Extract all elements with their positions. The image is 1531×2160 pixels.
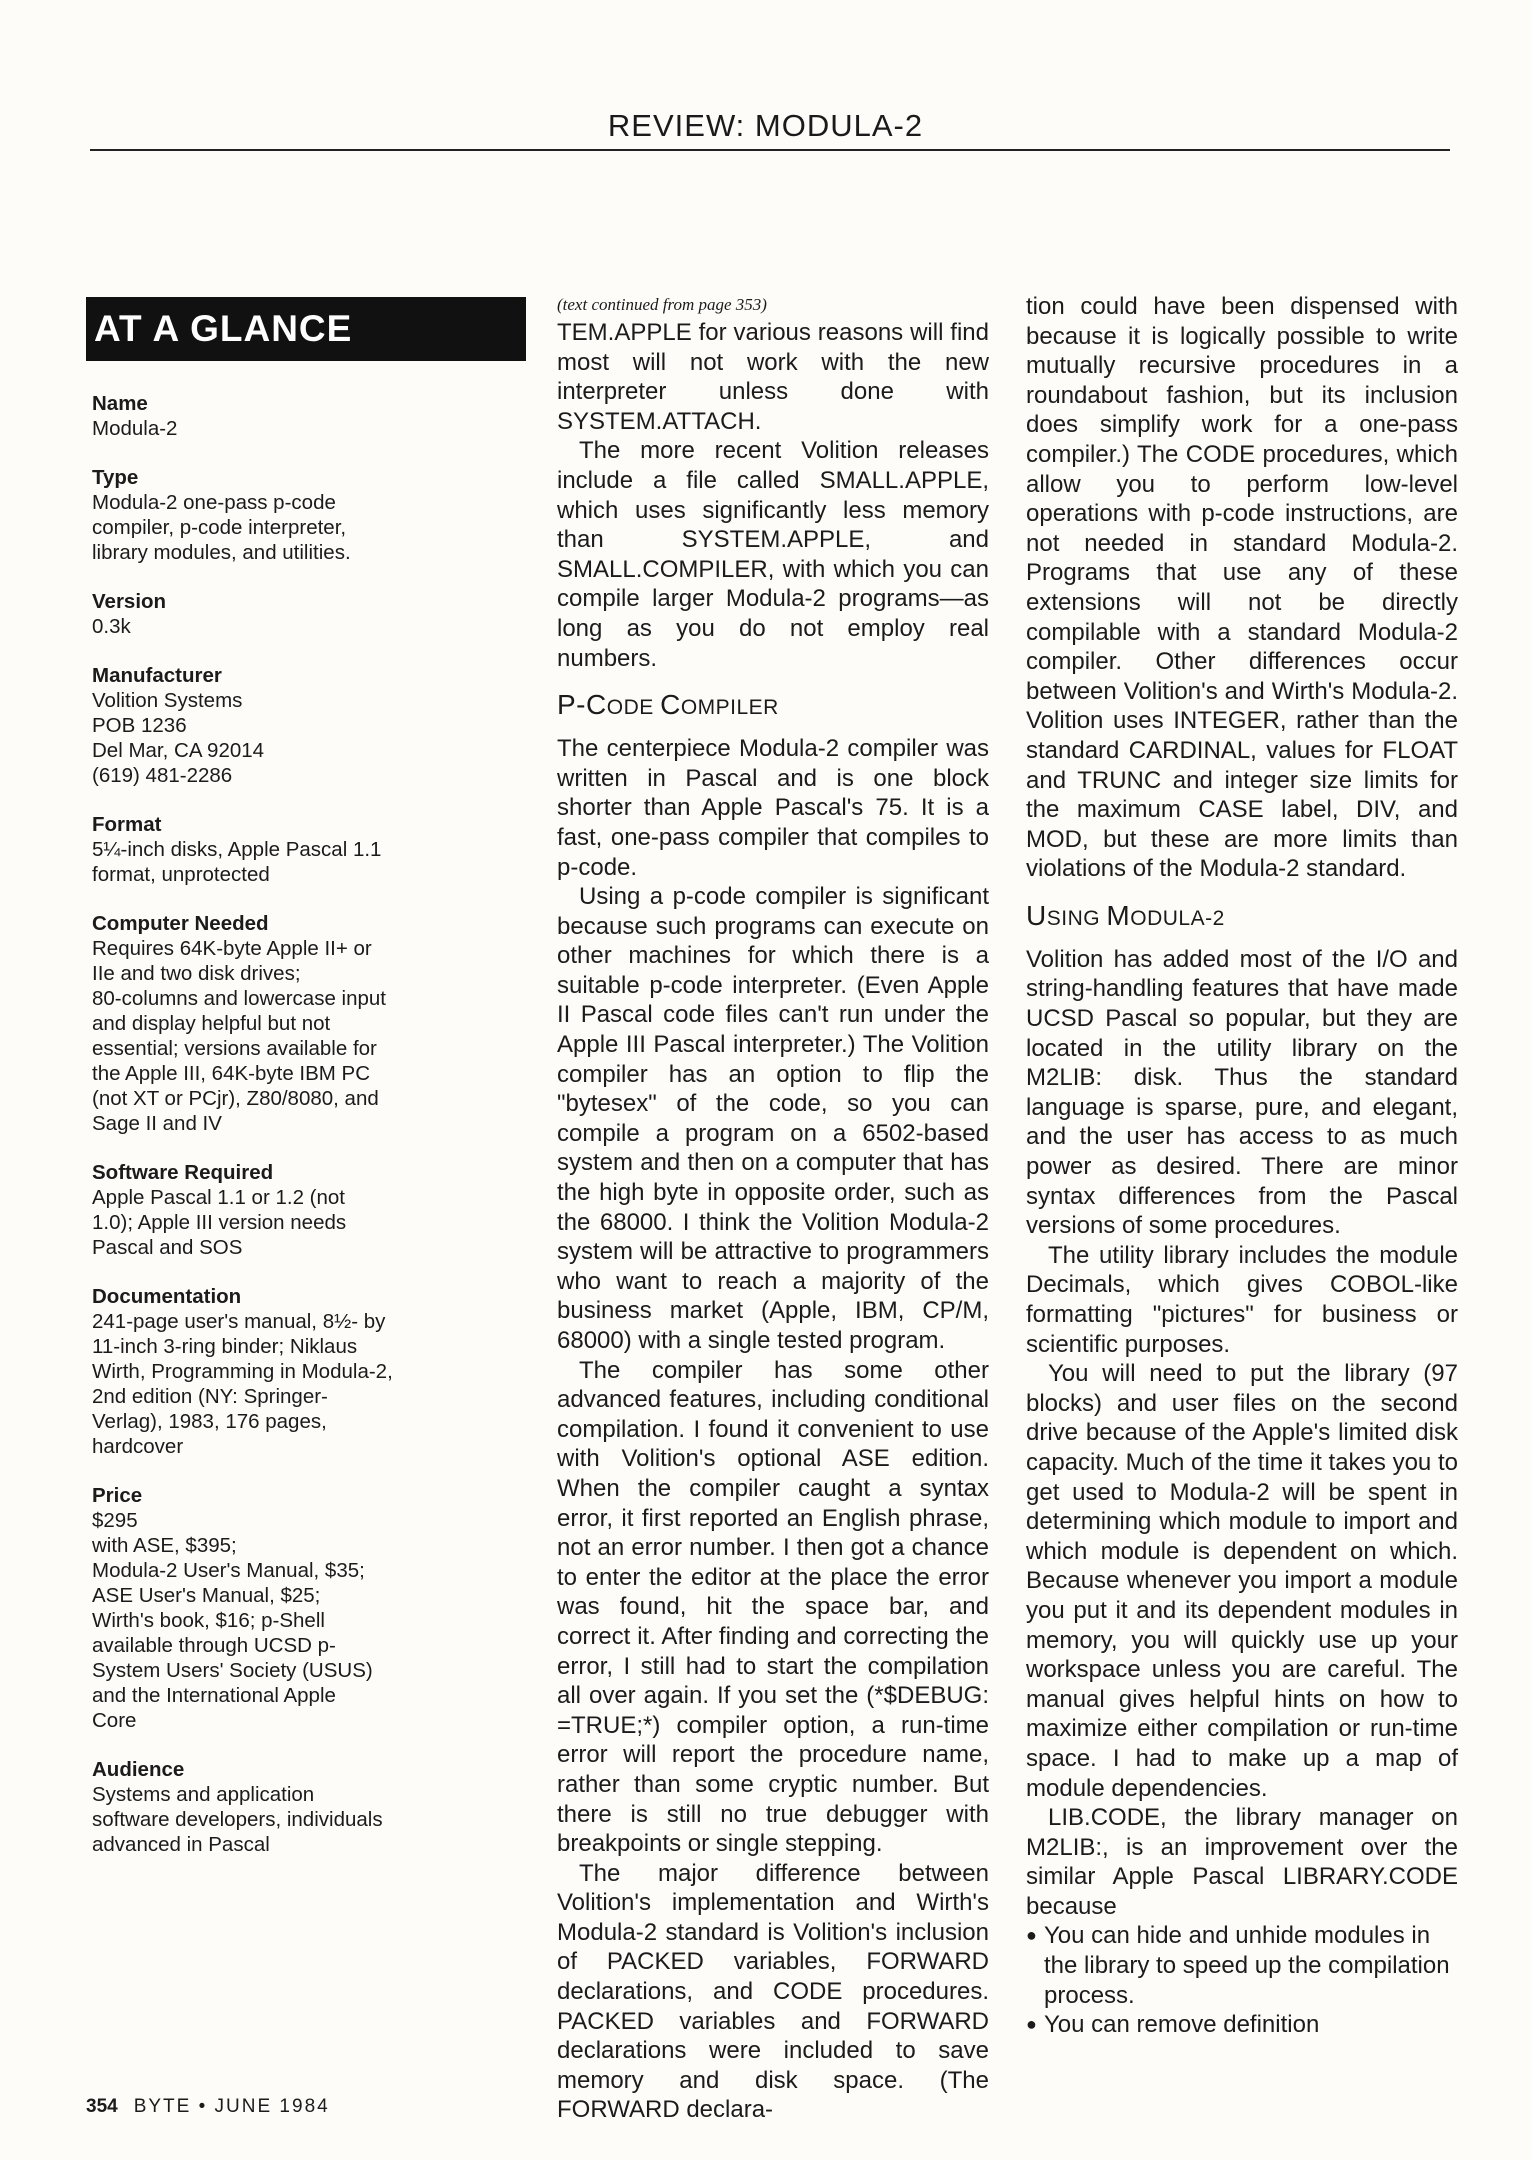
sidebar-section-heading: Computer Needed — [92, 912, 269, 935]
sidebar-section-line: Volition Systems — [92, 689, 243, 712]
paragraph: LIB.CODE, the library manager on M2LIB:, is an improvement over the similar Apple Pascal LIBRARY.CODE because — [1026, 1804, 1458, 1920]
paragraph: The utility library includes the module Decimals, which gives COBOL-like formatting "pictures" for business or scientific purposes. — [1026, 1241, 1458, 1358]
sidebar-section-heading: Format — [92, 813, 162, 836]
sidebar-section-line: Wirth, Programming in Modula-2, — [92, 1360, 393, 1383]
sidebar-section-line: and display helpful but not — [92, 1012, 331, 1035]
sidebar-section-line: System Users' Society (USUS) — [92, 1659, 373, 1682]
sidebar-section-heading: Version — [92, 590, 167, 613]
sidebar-section — [92, 589, 526, 639]
sidebar-section-heading: Audience — [92, 1758, 185, 1781]
sidebar-section-heading: Price — [92, 1484, 143, 1507]
sidebar-section-line: and the International Apple — [92, 1684, 336, 1707]
sidebar-section-heading: Manufacturer — [92, 664, 222, 687]
sidebar-section — [92, 1757, 526, 1857]
text-column-1 — [557, 292, 989, 2125]
bullet-item: ● You can remove definition — [1026, 2010, 1458, 2040]
sidebar-section — [92, 911, 526, 1136]
sidebar-section-heading: Software Required — [92, 1161, 274, 1184]
heading-part: P-C — [557, 689, 607, 721]
sidebar-section — [92, 1483, 526, 1733]
sidebar-section-line: 80-columns and lowercase input — [92, 987, 386, 1010]
sidebar-section-line: POB 1236 — [92, 714, 187, 737]
heading-part: C — [660, 689, 681, 721]
paragraph: You will need to put the library (97 blocks) and user files on the second drive because of the Apple's limited disk capacity. Much of the time it takes you to get used to Modula-2 will be spent in determining which module to import and which module is dependent on which. Because whenever you import a module you put it and its dependent modules in memory, you will quickly use up your workspace unless you are careful. The manual gives helpful hints on how to maximize either compilation or run-time space. I had to make up a map of module dependencies. — [1026, 1360, 1458, 1802]
heading-part: ODULA-2 — [1130, 906, 1225, 930]
bullet-item: ● You can hide and unhide modules in the library to speed up the compilation process. — [1026, 1921, 1458, 2010]
sidebar-section-line: 1.0); Apple III version needs — [92, 1211, 347, 1234]
page-header-title: REVIEW: MODULA-2 — [607, 108, 924, 143]
heading-part: U — [1026, 899, 1047, 931]
sidebar-section-line: Requires 64K-byte Apple II+ or — [92, 937, 372, 960]
paragraph: Using a p-code compiler is significant because such programs can execute on other machines for which there is a suitable p-code interpreter. (Even Apple II Pascal code files can't run under the Apple III Pascal interpreter.) The Volition compiler has an option to flip the "bytesex" of the code, so you can compile a program on a 6502-based system and then on a computer that has the high byte in opposite order, such as the 68000. I think the Volition Modula-2 system will be attractive to programmers who want to reach a majority of the business market (Apple, IBM, CP/M, 68000) with a single tested program. — [557, 883, 989, 1354]
sidebar-section-line: 11-inch 3-ring binder; Niklaus — [92, 1335, 358, 1358]
continued-note: (text continued from page 353) — [557, 295, 767, 314]
sidebar-section-line: the Apple III, 64K-byte IBM PC — [92, 1062, 371, 1085]
text-column-2 — [1026, 292, 1458, 2040]
sidebar-section-line: Apple Pascal 1.1 or 1.2 (not — [92, 1186, 345, 1209]
header-rule — [90, 149, 1450, 151]
page-footer — [86, 2096, 330, 2118]
paragraph: The major difference between Volition's implementation and Wirth's Modula-2 standard is Volition's inclusion of PACKED variables, FORWARD declarations, and CODE procedures. PACKED variables and FORWARD declarations were included to save memory and disk space. (The FORWARD declara- — [557, 1859, 989, 2124]
sidebar-section — [92, 465, 526, 565]
heading-part: ODE — [606, 696, 661, 720]
sidebar-section-line: format, unprotected — [92, 863, 270, 886]
sidebar-section-line: (619) 481-2286 — [92, 764, 233, 787]
sidebar-section-line: $295 — [92, 1509, 138, 1532]
sidebar-section — [92, 391, 526, 441]
sidebar-section-line: available through UCSD p- — [92, 1634, 336, 1657]
heading-part: M — [1106, 899, 1131, 931]
sidebar-section-heading: Name — [92, 392, 148, 415]
paragraph: The compiler has some other advanced features, including conditional compilation. I found it convenient to use with Volition's optional ASE edition. When the compiler caught a syntax error, it first reported an English phrase, not an error number. I then got a chance to enter the editor at the place the error was found, hit the space bar, and correct it. After finding and correcting the error, I still had to start the compilation all over again. If you set the (*$DEBUG: =TRUE;*) compiler option, a run-time error will report the procedure name, rather than some cryptic number. But there is still no true debugger with breakpoints or single stepping. — [557, 1356, 989, 1858]
heading-part: SING — [1046, 906, 1107, 930]
paragraph: The centerpiece Modula-2 compiler was written in Pascal and is one block shorter than Apple Pascal's 75. It is a fast, one-pass compiler that compiles to p-code. — [557, 735, 989, 881]
footer-text: BYTE • JUNE 1984 — [133, 2096, 330, 2117]
paragraph: The more recent Volition releases include a file called SMALL.APPLE, which uses significantly less memory than SYSTEM.APPLE, and SMALL.COMPILER, with which you can compile larger Modula-2 programs—as long as you do not employ real numbers. — [557, 437, 989, 672]
sidebar-section-line: Wirth's book, $16; p-Shell — [92, 1609, 325, 1632]
sidebar-section-line: 2nd edition (NY: Springer- — [92, 1385, 328, 1408]
sidebar-section-line: 5¼-inch disks, Apple Pascal 1.1 — [92, 838, 382, 861]
sidebar-section-line: with ASE, $395; — [92, 1534, 237, 1557]
sidebar-section-line: Del Mar, CA 92014 — [92, 739, 265, 762]
sidebar-section — [92, 812, 526, 887]
sidebar-section-line: Verlag), 1983, 176 pages, — [92, 1410, 327, 1433]
page-number: 354 — [86, 2096, 118, 2117]
sidebar-section-line: hardcover — [92, 1435, 184, 1458]
sidebar-section-line: (not XT or PCjr), Z80/8080, and — [92, 1087, 379, 1110]
paragraph: TEM.APPLE for various reasons will find most will not work with the new interpreter unless done with SYSTEM.ATTACH. — [557, 319, 989, 435]
sidebar-section-line: essential; versions available for — [92, 1037, 377, 1060]
at-a-glance-title: AT A GLANCE — [86, 297, 526, 361]
sidebar-section-line: ASE User's Manual, $25; — [92, 1584, 321, 1607]
sidebar-section-line: 0.3k — [92, 615, 131, 638]
section-heading-pcode-compiler — [557, 687, 989, 726]
sidebar-section-line: advanced in Pascal — [92, 1833, 270, 1856]
sidebar-section-line: Modula-2 one-pass p-code — [92, 491, 336, 514]
sidebar-section-heading: Type — [92, 466, 139, 489]
sidebar-section-line: Modula-2 User's Manual, $35; — [92, 1559, 365, 1582]
sidebar-section-line: Systems and application — [92, 1783, 315, 1806]
section-heading-using-modula-2 — [1026, 898, 1458, 937]
sidebar-section — [92, 1284, 526, 1459]
sidebar-section-line: IIe and two disk drives; — [92, 962, 301, 985]
sidebar-section-line: Pascal and SOS — [92, 1236, 243, 1259]
paragraph: Volition has added most of the I/O and string-handling features that have made UCSD Pascal so popular, but they are located in the utility library on the M2LIB: disk. Thus the standard language is sparse, pure, and elegant, and the user has access to as much power as desired. There are minor syntax differences from the Pascal versions of some procedures. — [1026, 945, 1458, 1240]
sidebar-section-line: library modules, and utilities. — [92, 541, 351, 564]
sidebar-section-line: Sage II and IV — [92, 1112, 222, 1135]
heading-part: OMPILER — [680, 696, 779, 720]
sidebar-section-heading: Documentation — [92, 1285, 242, 1308]
sidebar-section — [92, 663, 526, 788]
at-a-glance-sidebar — [86, 297, 526, 1881]
sidebar-section-line: compiler, p-code interpreter, — [92, 516, 347, 539]
sidebar-section — [92, 1160, 526, 1260]
paragraph: tion could have been dispensed with because it is logically possible to write mutually recursive procedures in a roundabout fashion, but its inclusion does simplify work for a one-pass compiler.) The CODE procedures, which allow you to perform low-level operations with p-code instructions, are not needed in standard Modula-2. Programs that use any of these extensions will not be directly compilable with a standard Modula-2 compiler. Other differences occur between Volition's and Wirth's Modula-2. Volition uses INTEGER, rather than the standard CARDINAL, values for FLOAT and TRUNC and integer size limits for the maximum CASE label, DIV, and MOD, but these are more limits than violations of the Modula-2 standard. — [1026, 293, 1458, 883]
sidebar-sections — [86, 391, 526, 1857]
sidebar-section-line: 241-page user's manual, 8½- by — [92, 1310, 386, 1333]
sidebar-section-line: Core — [92, 1709, 137, 1732]
sidebar-section-line: software developers, individuals — [92, 1808, 383, 1831]
sidebar-section-line: Modula-2 — [92, 417, 178, 440]
